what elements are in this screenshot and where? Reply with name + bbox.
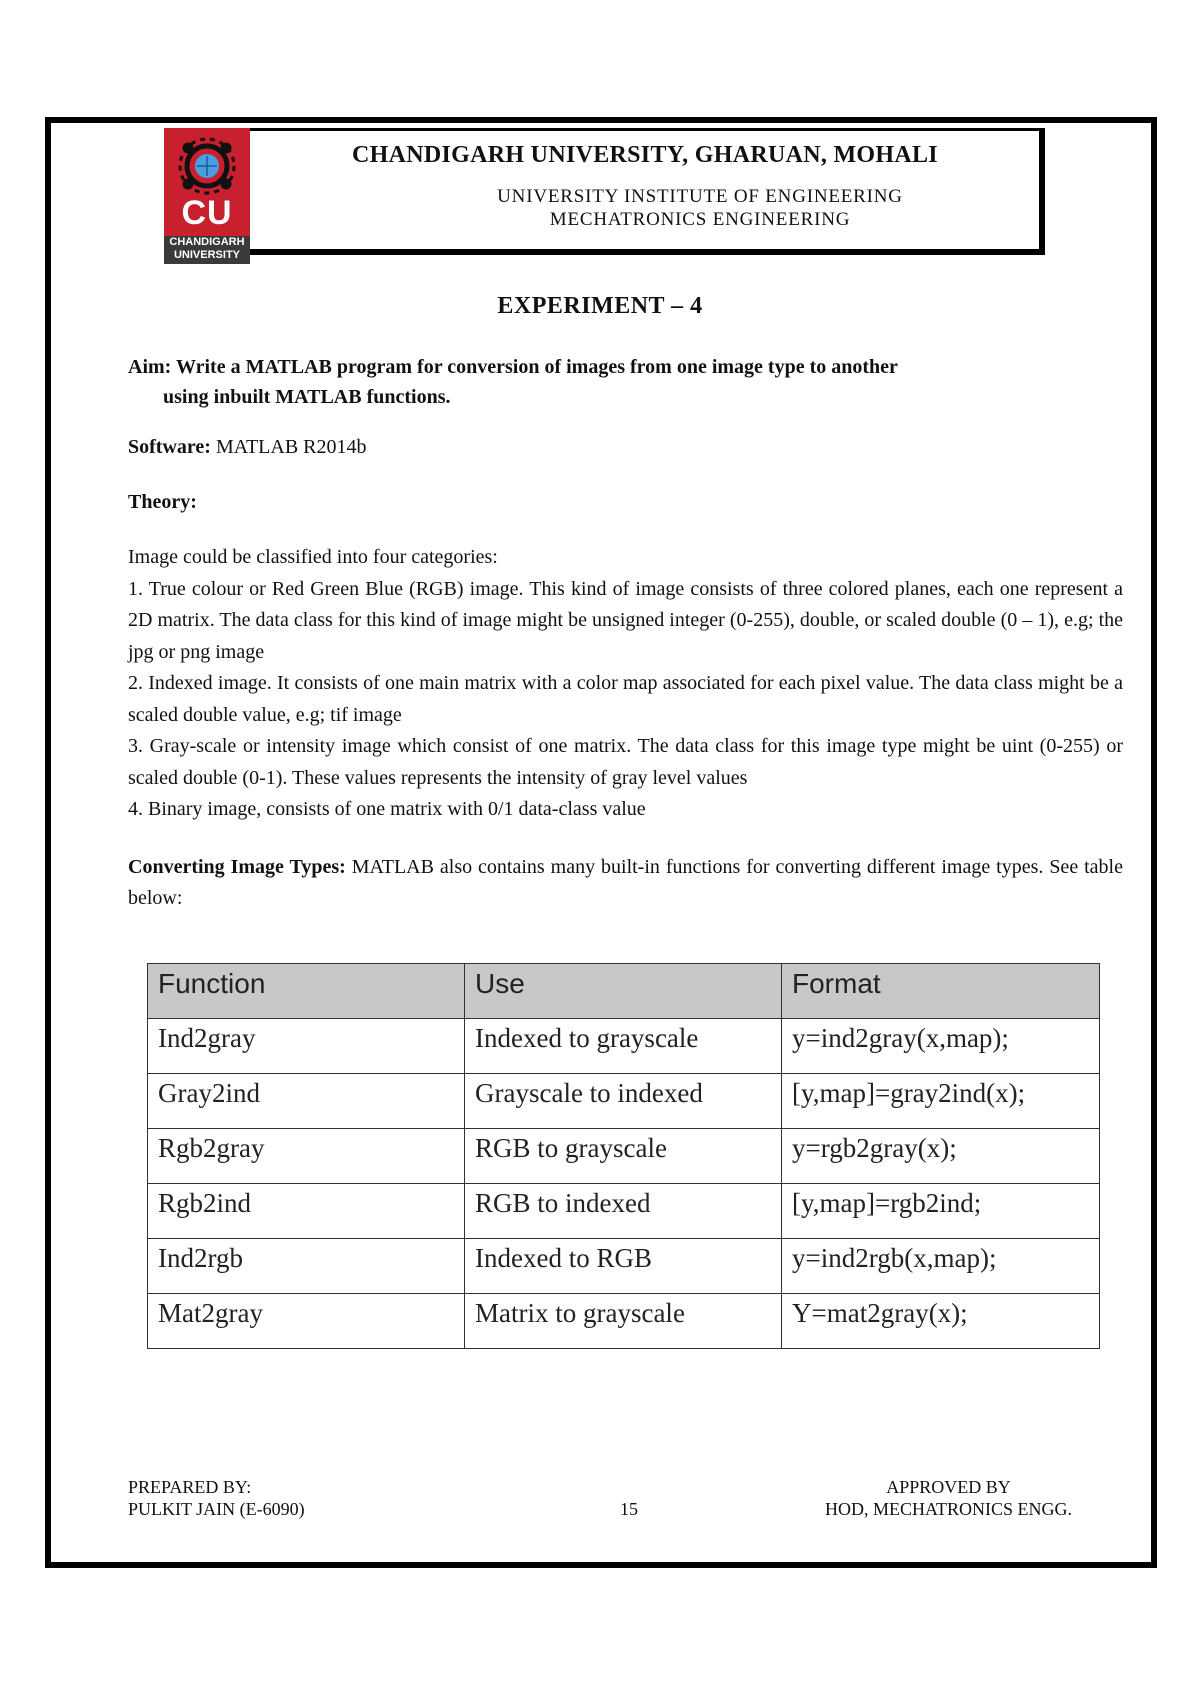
prepared-name: PULKIT JAIN (E-6090): [128, 1499, 305, 1519]
theory-heading: Theory:: [128, 491, 197, 513]
software-section: [128, 432, 1123, 462]
theory-item-2: 2. Indexed image. It consists of one main matrix with a color map associated for each pixel value. The data class might be a scaled double value, e.g; tif image: [128, 672, 1123, 726]
prepared-label: PREPARED BY:: [128, 1477, 252, 1497]
footer-prepared: [128, 1476, 305, 1520]
software-value: MATLAB R2014b: [215, 436, 367, 458]
table-cell-function: Gray2ind: [148, 1074, 465, 1129]
table-row: [148, 1294, 1100, 1349]
table-cell-use: RGB to indexed: [465, 1184, 782, 1239]
approved-label: APPROVED BY: [886, 1477, 1011, 1497]
table-cell-function: Ind2rgb: [148, 1239, 465, 1294]
table-header-row: [148, 964, 1100, 1019]
table-cell-format: y=ind2gray(x,map);: [782, 1019, 1100, 1074]
table-header-use: Use: [465, 964, 782, 1019]
table-cell-use: RGB to grayscale: [465, 1129, 782, 1184]
theory-item-1: 1. True colour or Red Green Blue (RGB) image. This kind of image consists of three colored planes, each one represent a 2D matrix. The data class for this kind of image might be unsigned integer (0-255), double, or scaled double (0 – 1), e.g; the jpg or png image: [128, 577, 1123, 663]
table-header-format: Format: [782, 964, 1100, 1019]
theory-intro: Image could be classified into four categories:: [128, 546, 498, 568]
table-cell-function: Mat2gray: [148, 1294, 465, 1349]
table-cell-use: Matrix to grayscale: [465, 1294, 782, 1349]
table-row: [148, 1074, 1100, 1129]
logo-band-line2: UNIVERSITY: [173, 249, 240, 261]
table-cell-format: [y,map]=rgb2ind;: [782, 1184, 1100, 1239]
university-logo: [164, 128, 250, 264]
gear-emblem-icon: [174, 134, 240, 198]
converting-text: MATLAB also contains many built-in functions for converting different image types. See table below:: [128, 856, 1123, 909]
theory-item-3: 3. Gray-scale or intensity image which consist of one matrix. The data class for this image type might be uint (0-255) or scaled double (0-1). These values represents the intensity of gray level values: [128, 735, 1123, 789]
experiment-title: EXPERIMENT – 4: [497, 293, 703, 319]
aim-line1: Write a MATLAB program for conversion of images from one image type to another: [175, 356, 898, 378]
table-cell-format: y=ind2rgb(x,map);: [782, 1239, 1100, 1294]
table-cell-use: Indexed to RGB: [465, 1239, 782, 1294]
aim-line2: using inbuilt MATLAB functions.: [163, 386, 451, 408]
table-row: [148, 1184, 1100, 1239]
table-cell-use: Grayscale to indexed: [465, 1074, 782, 1129]
table-row: [148, 1129, 1100, 1184]
logo-band-line1: CHANDIGARH: [169, 236, 245, 248]
logo-band: [164, 236, 250, 264]
converting-section: [128, 852, 1123, 914]
university-name: CHANDIGARH UNIVERSITY, GHARUAN, MOHALI: [352, 142, 938, 168]
table-cell-use: Indexed to grayscale: [465, 1019, 782, 1074]
theory-body: [128, 542, 1123, 826]
table-cell-function: Rgb2gray: [148, 1129, 465, 1184]
table-cell-function: Ind2gray: [148, 1019, 465, 1074]
table-cell-format: [y,map]=gray2ind(x);: [782, 1074, 1100, 1129]
approved-name: HOD, MECHATRONICS ENGG.: [825, 1499, 1073, 1519]
institute-name: UNIVERSITY INSTITUTE OF ENGINEERING: [497, 186, 903, 207]
aim-label: Aim:: [128, 356, 172, 378]
table-header-function: Function: [148, 964, 465, 1019]
page-number: 15: [620, 1499, 638, 1519]
department-name: MECHATRONICS ENGINEERING: [549, 209, 851, 230]
software-label: Software:: [128, 436, 211, 458]
table-cell-format: Y=mat2gray(x);: [782, 1294, 1100, 1349]
footer-approved: [825, 1476, 1072, 1520]
table-row: [148, 1019, 1100, 1074]
logo-text: CU: [181, 194, 233, 232]
conversion-table: [147, 963, 1100, 1349]
converting-label: Converting Image Types:: [128, 856, 346, 878]
theory-item-4: 4. Binary image, consists of one matrix with 0/1 data-class value: [128, 798, 646, 820]
page-border: [45, 117, 1157, 1568]
aim-section: [128, 352, 1123, 412]
table-row: [148, 1239, 1100, 1294]
table-cell-function: Rgb2ind: [148, 1184, 465, 1239]
table-cell-format: y=rgb2gray(x);: [782, 1129, 1100, 1184]
